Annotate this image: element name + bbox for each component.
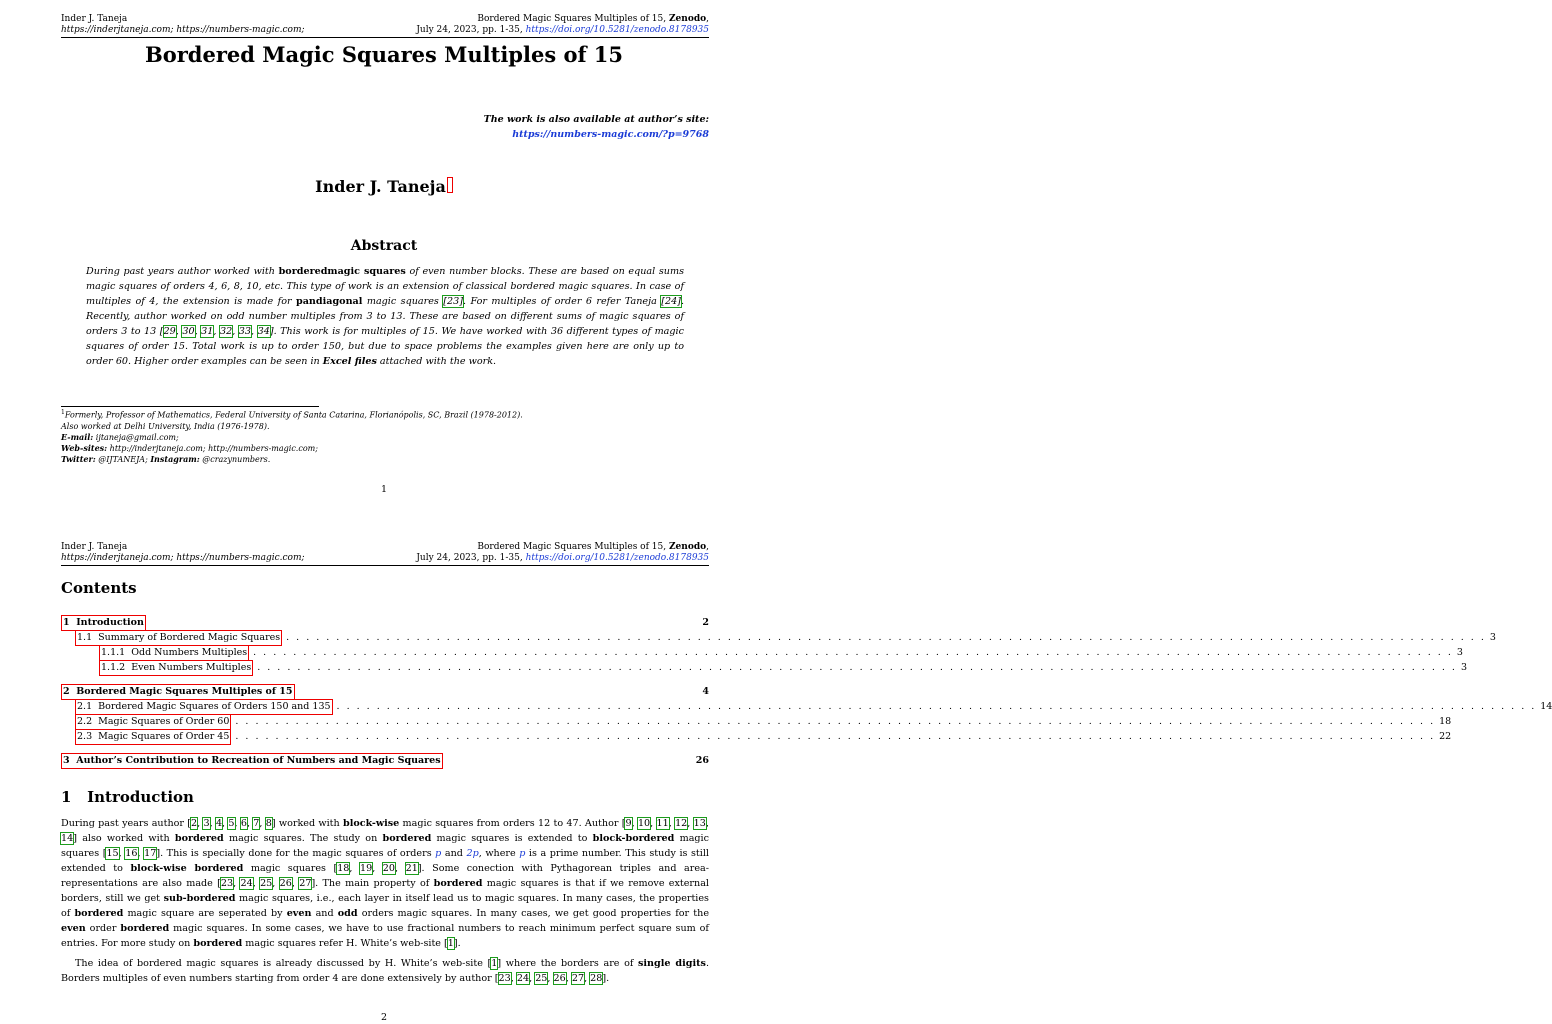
toc-entry[interactable] bbox=[61, 631, 1496, 645]
toc-entry-label[interactable]: 2.3 Magic Squares of Order 45 bbox=[75, 729, 231, 745]
citation-link[interactable]: 6 bbox=[240, 818, 247, 829]
toc-leader-dots: . . . . . . . . . . . . . . . . . . . . . . . . . . . . . . . . . . . . . . . . . . . . . . . . . . . . . . . . . . . . . . . . . . . . . . . . . . . . . . . . . . . . . . . . . . . . . . . . . . . . . . . . . . . . . . . . . . . . . . . . bbox=[257, 662, 1457, 673]
toc-entry-label[interactable]: 1.1 Summary of Bordered Magic Squares bbox=[75, 630, 282, 646]
citation-link[interactable]: 27 bbox=[571, 973, 585, 984]
citation-link[interactable]: 23 bbox=[220, 878, 234, 889]
toc-entry[interactable] bbox=[61, 685, 709, 699]
header-author: Inder J. Taneja bbox=[61, 542, 128, 552]
citation-link[interactable]: 24 bbox=[240, 878, 253, 889]
toc-page-number: 4 bbox=[702, 686, 709, 697]
citation-link[interactable]: 12 bbox=[675, 818, 688, 829]
citation-link[interactable]: 19 bbox=[360, 863, 373, 874]
header-rule bbox=[61, 565, 709, 566]
toc-page-number: 26 bbox=[695, 755, 709, 766]
header-websites: https://inderjtaneja.com; https://numbers-magic.com; bbox=[61, 553, 305, 563]
citation-link[interactable]: 5 bbox=[228, 818, 235, 829]
doi-link[interactable]: https://doi.org/10.5281/zenodo.8178935 bbox=[525, 553, 709, 563]
citation-link[interactable]: 32 bbox=[219, 326, 233, 337]
toc-page-number: 3 bbox=[1460, 662, 1467, 673]
toc-page-number: 3 bbox=[1489, 632, 1496, 643]
citation-link[interactable]: 16 bbox=[125, 848, 138, 859]
toc-entry-label[interactable]: 1.1.2 Even Numbers Multiples bbox=[99, 660, 253, 676]
page-number: 1 bbox=[380, 484, 388, 495]
citation-link[interactable]: 33 bbox=[238, 326, 252, 337]
footnote-marker[interactable] bbox=[447, 177, 453, 193]
intro-paragraph-2: The idea of bordered magic squares is already discussed by H. White’s web-site [1] where the borders are of single digits. Borders multiples of even numbers starting from order 4 are done extensively by author [23, 24, 25, 26, 27, 28]. bbox=[61, 958, 709, 984]
toc-entry-label[interactable]: 2.1 Bordered Magic Squares of Orders 150 and 135 bbox=[75, 699, 333, 715]
citation-link[interactable]: 34 bbox=[257, 326, 270, 337]
abstract-text: During past years author worked with borderedmagic squares of even number blocks. These are based on equal sums magic squares of orders 4, 6, 8, 10, etc. This type of work is an extension of classical bordered magic squares. In case of multiples of 4, the extension is made for pandiagonal magic squares [23]. For multiples of order 6 refer Taneja [24]. Recently, author worked on odd number multiples from 3 to 13. These are based on different sums of magic squares of orders 3 to 13 [29, 30, 31, 32, 33, 34]. This work is for multiples of 15. We have worked with 36 different types of magic squares of order 15. Total work is up to order 150, but due to space problems the examples given here are only up to order 60. Higher order examples can be seen in Excel files attached with the work. bbox=[86, 266, 684, 367]
toc-page-number: 22 bbox=[1439, 731, 1452, 742]
citation-link[interactable]: 2 bbox=[191, 818, 198, 829]
toc-entry[interactable] bbox=[61, 646, 1463, 660]
page-2: Inder J. Taneja https://inderjtaneja.com; https://numbers-magic.com; Bordered Magic Squares Multiples of 15, Zenodo, July 24, 2023, pp. 1-35, https://doi.org/10.5281/zenodo.8178935 Contents 1 Introduction 2 1.1 Summary of Bordered Magic Squares . . . . . . . . . . . . . . . . . . . . . . . . . . . . . . . . . . . . . . . . . . . . . . . . . . . . . . . . . . . . . . . . . . . . . . . . . . . . . . . . . . . . . . . . . . . . . . . . . . . . . . . . . . . . . . . . . . . . . . . . 3 1.1.1 Odd Numbers Multiples . . . . . . . . . . . . . . . . . . . . . . . . . . . . . . . . . . . . . . . . . . . . . . . . . . . . . . . . . . . . . . . . . . . . . . . . . . . . . . . . . . . . . . . . . . . . . . . . . . . . . . . . . . . . . . . . . . . . . . . . 3 1.1.2 Even Numbers Multiples . . . . . . . . . . . . . . . . . . . . . . . . . . . . . . . . . . . . . . . . . . . . . . . . . . . . . . . . . . . . . . . . . . . . . . . . . . . . . . . . . . . . . . . . . . . . . . . . . . . . . . . . . . . . . . . . . . . . . . . . 3 2 Bordered Magic Squares Multiples of 15 4 2.1 Bordered Magic Squares of Orders 150 and 135 . . . . . . . . . . . . . . . . . . . . . . . . . . . . . . . . . . . . . . . . . . . . . . . . . . . . . . . . . . . . . . . . . . . . . . . . . . . . . . . . . . . . . . . . . . . . . . . . . . . . . . . . . . . . . . . . . . . . . . . . 14 2.2 Magic Squares of Order 60 . . . . . . . . . . . . . . . . . . . . . . . . . . . . . . . . . . . . . . . . . . . . . . . . . . . . . . . . . . . . . . . . . . . . . . . . . . . . . . . . . . . . . . . . . . . . . . . . . . . . . . . . . . . . . . . . . . . . . . . . 18 2.3 Magic Squares of Order 45 . . . . . . . . . . . . . . . . . . . . . . . . . . . . . . . . . . . . . . . . . . . . . . . . . . . . . . . . . . . . . . . . . . . . . . . . . . . . . . . . . . . . . . . . . . . . . . . . . . . . . . . . . . . . . . . . . . . . . . . . 22 3 Author’s Contribution to Recreation of Numbers and Magic Squares 26 1 Introduction During past years author [2, 3, 4, 5, 6, 7, 8] worked with block-wise magic squares from orders 12 to 47. Author [9, 10, 11, 12, 13, 14] also worked with bordered magic squares. The study on bordered magic squares is extended to block-bordered magic squares [15, 16, 17]. This is specially done for the magic squares of orders p and 2p, where p is a prime number. This study is still extended to block-wise bordered magic squares [18, 19, 20, 21]. Some conection with Pythagorean triples and area-representations are also made [23, 24, 25, 26, 27]. The main property of bordered magic squares is that if we remove external borders, still we get sub-bordered magic squares, i.e., each layer in itself lead us to magic squares. In many cases, the properties of bordered magic square are seperated by even and odd orders magic squares. In many cases, we get good properties for the even order bordered magic squares. In some cases, we have to use fractional numbers to reach minimum perfect square sum of entries. For more study on bordered magic squares refer H. White’s web-site [1]. The idea of bordered magic squares is already discussed by H. White’s web-site [1] where the borders are of single digits. Borders multiples of even numbers starting from order 4 are done extensively by author [23, 24, 25, 26, 27, 28]. 2 bbox=[0, 536, 768, 1024]
citation-link[interactable]: 18 bbox=[337, 863, 350, 874]
toc-entry[interactable] bbox=[61, 661, 1467, 675]
header-citation: Bordered Magic Squares Multiples of 15, Zenodo, bbox=[477, 14, 709, 24]
citation-link[interactable]: 14 bbox=[61, 833, 74, 844]
toc-page-number: 2 bbox=[702, 617, 709, 628]
toc-leader-dots: . . . . . . . . . . . . . . . . . . . . . . . . . . . . . . . . . . . . . . . . . . . . . . . . . . . . . . . . . . . . . . . . . . . . . . . . . . . . . . . . . . . . . . . . . . . . . . . . . . . . . . . . . . . . . . . . . . . . . . . . bbox=[253, 647, 1453, 658]
footnote: $^1$Formerly, Professor of Mathematics, Federal University of Santa Catarina, Florianópolis, SC, Brazil (1978-2012). Also worked at Delhi University, India (1976-1978). E-mail: ijtaneja@gmail.com; Web-sites: http://inderjtaneja.com; http://numbers-magic.com; Twitter: @IJTANEJA; Instagram: @crazynumbers. bbox=[61, 409, 523, 464]
toc-entry[interactable] bbox=[61, 730, 1452, 744]
citation-link[interactable]: 20 bbox=[382, 863, 396, 874]
websites-link[interactable]: http://inderjtaneja.com; http://numbers-magic.com; bbox=[109, 443, 318, 453]
toc-leader-dots: . . . . . . . . . . . . . . . . . . . . . . . . . . . . . . . . . . . . . . . . . . . . . . . . . . . . . . . . . . . . . . . . . . . . . . . . . . . . . . . . . . . . . . . . . . . . . . . . . . . . . . . . . . . . . . . . . . . . . . . . bbox=[235, 731, 1436, 742]
toc-entry[interactable] bbox=[61, 700, 1552, 714]
toc-leader-dots: . . . . . . . . . . . . . . . . . . . . . . . . . . . . . . . . . . . . . . . . . . . . . . . . . . . . . . . . . . . . . . . . . . . . . . . . . . . . . . . . . . . . . . . . . . . . . . . . . . . . . . . . . . . . . . . . . . . . . . . . bbox=[336, 701, 1537, 712]
citation-link[interactable]: 1 bbox=[447, 938, 454, 949]
citation-link[interactable]: 31 bbox=[201, 326, 214, 337]
citation-link[interactable]: 21 bbox=[405, 863, 418, 874]
citation-link[interactable]: 15 bbox=[106, 848, 119, 859]
author-site-link[interactable]: https://numbers-magic.com/?p=9768 bbox=[512, 129, 709, 140]
author-name: Inder J. Taneja bbox=[0, 177, 768, 196]
citation-link[interactable]: [23] bbox=[443, 296, 463, 307]
citation-link[interactable]: 26 bbox=[553, 973, 566, 984]
citation-link[interactable]: 26 bbox=[279, 878, 292, 889]
abstract-heading: Abstract bbox=[350, 238, 418, 254]
page-1: Inder J. Taneja https://inderjtaneja.com; https://numbers-magic.com; Bordered Magic Squares Multiples of 15, Zenodo, July 24, 2023, pp. 1-35, https://doi.org/10.5281/zenodo.8178935 Bordered Magic Squares Multiples of 15 The work is also available at author’s site: https://numbers-magic.com/?p=9768 Inder J. Taneja Abstract During past years author worked with borderedmagic squares of even number blocks. These are based on equal sums magic squares of orders 4, 6, 8, 10, etc. This type of work is an extension of classical bordered magic squares. In case of multiples of 4, the extension is made for pandiagonal magic squares [23]. For multiples of order 6 refer Taneja [24]. Recently, author worked on odd number multiples from 3 to 13. These are based on different sums of magic squares of orders 3 to 13 [29, 30, 31, 32, 33, 34]. This work is for multiples of 15. We have worked with 36 different types of magic squares of order 15. Total work is up to order 150, but due to space problems the examples given here are only up to order 60. Higher order examples can be seen in Excel files attached with the work. $^1$Formerly, Professor of Mathematics, Federal University of Santa Catarina, Florianópolis, SC, Brazil (1978-2012). Also worked at Delhi University, India (1976-1978). E-mail: ijtaneja@gmail.com; Web-sites: http://inderjtaneja.com; http://numbers-magic.com; Twitter: @IJTANEJA; Instagram: @crazynumbers. 1 bbox=[0, 0, 768, 512]
citation-link[interactable]: 10 bbox=[637, 818, 651, 829]
toc-entry-label[interactable]: 3 Author’s Contribution to Recreation of Numbers and Magic Squares bbox=[61, 753, 443, 769]
toc-entry[interactable] bbox=[61, 715, 1452, 729]
intro-paragraph-1: During past years author [2, 3, 4, 5, 6, 7, 8] worked with block-wise magic squares from orders 12 to 47. Author [9, 10, 11, 12, 13, 14] also worked with bordered magic squares. The study on bordered magic squares is extended to block-bordered magic squares [15, 16, 17]. This is specially done for the magic squares of orders p and 2p, where p is a prime number. This study is still extended to block-wise bordered magic squares [18, 19, 20, 21]. Some conection with Pythagorean triples and area-representations are also made [23, 24, 25, 26, 27]. The main property of bordered magic squares is that if we remove external borders, still we get sub-bordered magic squares, i.e., each layer in itself lead us to magic squares. In many cases, the properties of bordered magic square are seperated by even and odd orders magic squares. In many cases, we get good properties for the even order bordered magic squares. In some cases, we have to use fractional numbers to reach minimum perfect square sum of entries. For more study on bordered magic squares refer H. White’s web-site [1]. bbox=[61, 818, 709, 949]
citation-link[interactable]: 9 bbox=[625, 818, 632, 829]
toc-page-number: 3 bbox=[1456, 647, 1463, 658]
availability-note: The work is also available at author’s site: https://numbers-magic.com/?p=9768 bbox=[483, 114, 709, 140]
toc-entry-label[interactable]: 2.2 Magic Squares of Order 60 bbox=[75, 714, 231, 730]
citation-link[interactable]: 30 bbox=[182, 326, 195, 337]
page-number: 2 bbox=[380, 1012, 388, 1023]
doi-link[interactable]: https://doi.org/10.5281/zenodo.8178935 bbox=[525, 25, 709, 35]
toc-entry-label[interactable]: 1.1.1 Odd Numbers Multiples bbox=[99, 645, 249, 661]
paper-title: Bordered Magic Squares Multiples of 15 bbox=[144, 42, 624, 67]
citation-link[interactable]: 17 bbox=[144, 848, 157, 859]
citation-link[interactable]: 7 bbox=[253, 818, 260, 829]
citation-link[interactable]: 27 bbox=[299, 878, 312, 889]
header-websites: https://inderjtaneja.com; https://numbers-magic.com; bbox=[61, 25, 305, 35]
citation-link[interactable]: 28 bbox=[590, 973, 603, 984]
citation-link[interactable]: 4 bbox=[215, 818, 223, 829]
citation-link[interactable]: 13 bbox=[693, 818, 706, 829]
citation-link[interactable]: 23 bbox=[498, 973, 511, 984]
toc-entry[interactable] bbox=[61, 754, 709, 768]
toc-leader-dots: . . . . . . . . . . . . . . . . . . . . . . . . . . . . . . . . . . . . . . . . . . . . . . . . . . . . . . . . . . . . . . . . . . . . . . . . . . . . . . . . . . . . . . . . . . . . . . . . . . . . . . . . . . . . . . . . . . . . . . . . bbox=[235, 716, 1436, 727]
header-author: Inder J. Taneja bbox=[61, 14, 128, 24]
toc-entry[interactable] bbox=[61, 616, 709, 630]
citation-link[interactable]: 11 bbox=[656, 818, 669, 829]
citation-link[interactable]: 25 bbox=[535, 973, 548, 984]
header-rule bbox=[61, 37, 709, 38]
citation-link[interactable]: 3 bbox=[203, 818, 210, 829]
citation-link[interactable]: [24] bbox=[661, 296, 681, 307]
email-link[interactable]: ijtaneja@gmail.com; bbox=[95, 432, 179, 442]
toc-entry-label[interactable]: 1 Introduction bbox=[61, 615, 146, 631]
citation-link[interactable]: 24 bbox=[516, 973, 530, 984]
citation-link[interactable]: 25 bbox=[260, 878, 273, 889]
header-citation: Bordered Magic Squares Multiples of 15, Zenodo, bbox=[477, 542, 709, 552]
toc-leader-dots: . . . . . . . . . . . . . . . . . . . . . . . . . . . . . . . . . . . . . . . . . . . . . . . . . . . . . . . . . . . . . . . . . . . . . . . . . . . . . . . . . . . . . . . . . . . . . . . . . . . . . . . . . . . . . . . . . . . . . . . . bbox=[286, 632, 1486, 643]
section-heading-introduction: 1 Introduction bbox=[61, 788, 194, 806]
citation-link[interactable]: 8 bbox=[265, 818, 272, 829]
contents-heading: Contents bbox=[61, 579, 137, 597]
toc-entry-label[interactable]: 2 Bordered Magic Squares Multiples of 15 bbox=[61, 684, 295, 700]
citation-link[interactable]: 1 bbox=[491, 958, 498, 969]
toc-page-number: 14 bbox=[1540, 701, 1552, 712]
toc-page-number: 18 bbox=[1439, 716, 1452, 727]
citation-link[interactable]: 29 bbox=[163, 326, 176, 337]
